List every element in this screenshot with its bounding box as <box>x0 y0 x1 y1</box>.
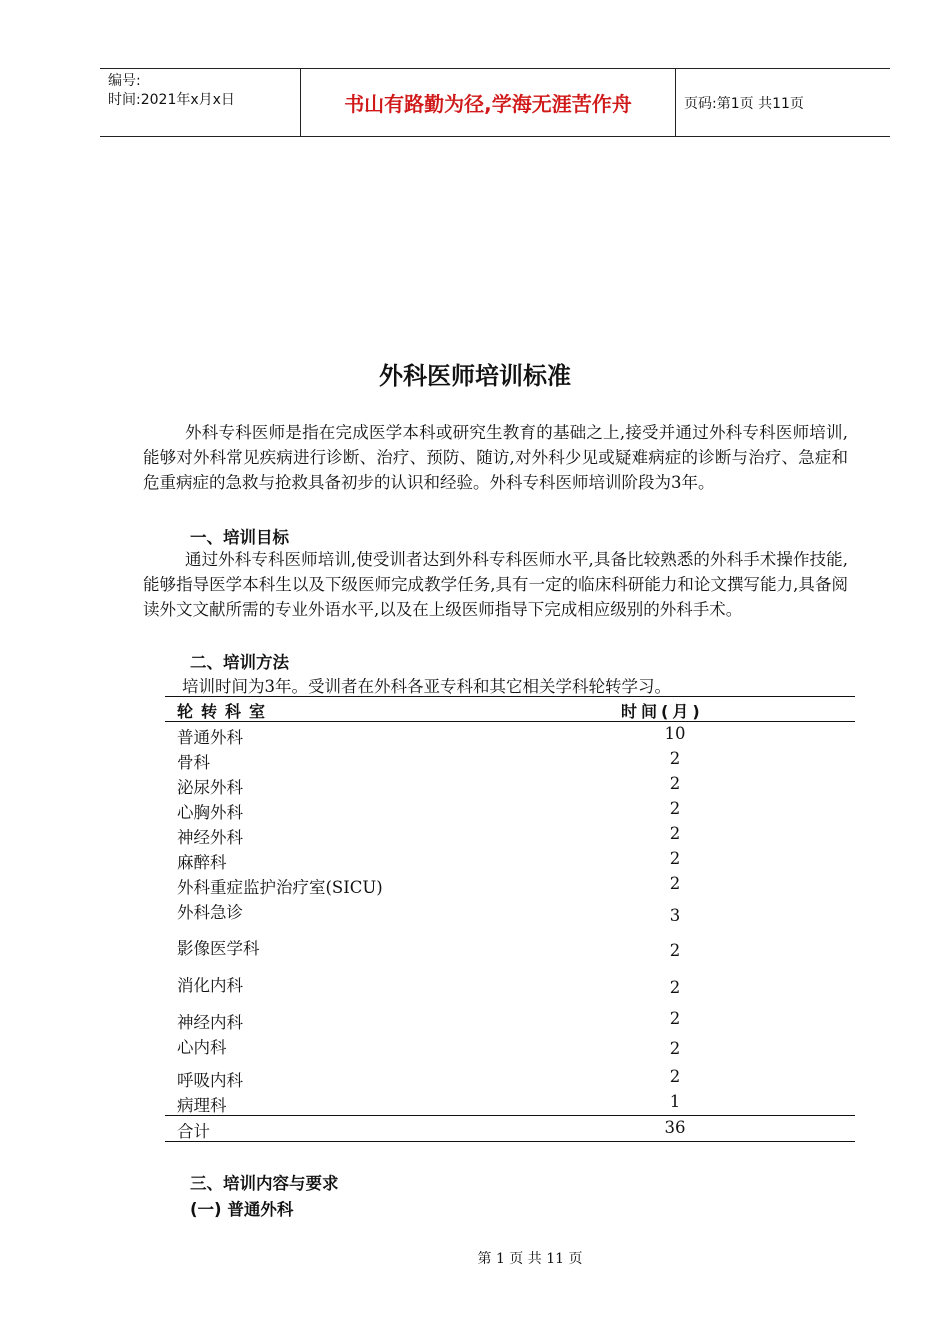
total-value: 36 <box>664 1118 686 1137</box>
section3-heading: 三、培训内容与要求 <box>190 1174 339 1193</box>
months-cell: 2 <box>669 774 681 793</box>
document-title: 外科医师培训标准 <box>379 362 571 390</box>
table-row <box>165 899 855 923</box>
months-cell: 2 <box>669 799 681 818</box>
months-cell: 10 <box>664 724 686 743</box>
table-row <box>165 724 855 748</box>
col-time-header: 时间(月) <box>621 702 704 721</box>
dept-cell: 呼吸内科 <box>177 1071 243 1090</box>
section1-heading: 一、培训目标 <box>190 528 289 547</box>
table-row <box>165 824 855 848</box>
dept-cell: 麻醉科 <box>177 853 227 872</box>
table-row <box>165 774 855 798</box>
page-header <box>100 68 890 137</box>
table-row <box>165 849 855 873</box>
table-row <box>165 1067 855 1091</box>
section2-heading: 二、培训方法 <box>190 653 289 672</box>
months-cell: 2 <box>669 849 681 868</box>
months-cell: 3 <box>669 906 681 925</box>
rotation-table <box>165 696 855 1141</box>
total-label: 合计 <box>177 1122 210 1141</box>
dept-cell: 影像医学科 <box>177 939 260 958</box>
months-cell: 2 <box>669 978 681 997</box>
months-cell: 2 <box>669 749 681 768</box>
dept-cell: 骨科 <box>177 753 210 772</box>
dept-cell: 神经内科 <box>177 1013 243 1032</box>
dept-cell: 外科急诊 <box>177 903 243 922</box>
months-cell: 2 <box>669 1067 681 1086</box>
table-row <box>165 799 855 823</box>
table-row <box>165 749 855 773</box>
months-cell: 2 <box>669 1039 681 1058</box>
dept-cell: 心胸外科 <box>177 803 243 822</box>
dept-cell: 神经外科 <box>177 828 243 847</box>
table-row <box>165 972 855 996</box>
section3-subheading: (一) 普通外科 <box>190 1200 294 1219</box>
number-label: 编号: <box>108 73 141 89</box>
section2-body: 培训时间为3年。受训者在外科各亚专科和其它相关学科轮转学习。 <box>182 677 671 696</box>
table-row <box>165 935 855 959</box>
dept-cell: 病理科 <box>177 1096 227 1115</box>
intro-paragraph: 外科专科医师是指在完成医学本科或研究生教育的基础之上,接受并通过外科专科医师培训,能够对外科常见疾病进行诊断、治疗、预防、随访,对外科少见或疑难病症的诊断与治疗、急症和危重病症的急救与抢救具备初步的认识和经验。外科专科医师培训阶段为3年。 <box>143 423 848 492</box>
time-label: 时间:2021年x月x日 <box>108 92 235 108</box>
months-cell: 1 <box>669 1092 681 1111</box>
dept-cell: 泌尿外科 <box>177 778 243 797</box>
dept-cell: 普通外科 <box>177 728 243 747</box>
table-row <box>165 1092 855 1116</box>
page-footer: 第 1 页 共 11 页 <box>477 1251 583 1267</box>
table-header <box>165 696 855 722</box>
months-cell: 2 <box>669 941 681 960</box>
table-total-row <box>165 1118 855 1142</box>
table-row <box>165 1034 855 1058</box>
dept-cell: 外科重症监护治疗室(SICU) <box>177 878 383 897</box>
header-motto: 书山有路勤为径,学海无涯苦作舟 <box>301 69 676 136</box>
table-bottom-rule <box>165 1141 855 1142</box>
table-row <box>165 1009 855 1033</box>
months-cell: 2 <box>669 1009 681 1028</box>
total-divider <box>165 1115 855 1116</box>
dept-cell: 消化内科 <box>177 976 243 995</box>
header-page-code: 页码:第1页 共11页 <box>684 95 804 112</box>
months-cell: 2 <box>669 824 681 843</box>
header-meta <box>100 69 301 136</box>
col-dept-header: 轮转科室 <box>177 702 274 721</box>
months-cell: 2 <box>669 874 681 893</box>
table-row <box>165 874 855 898</box>
dept-cell: 心内科 <box>177 1038 227 1057</box>
section1-body: 通过外科专科医师培训,使受训者达到外科专科医师水平,具备比较熟悉的外科手术操作技能,能够指导医学本科生以及下级医师完成教学任务,具有一定的临床科研能力和论文撰写能力,具备阅读外文文献所需的专业外语水平,以及在上级医师指导下完成相应级别的外科手术。 <box>143 550 848 619</box>
